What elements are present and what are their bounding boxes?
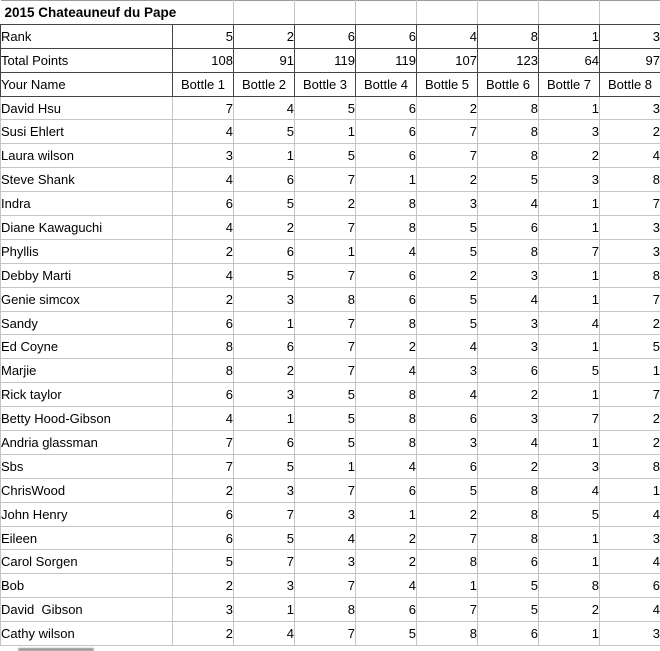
table-row [1,359,660,383]
score-cell[interactable]: 1 [417,574,478,598]
score-cell[interactable]: 8 [478,239,539,263]
score-cell[interactable]: 5 [417,239,478,263]
score-cell[interactable]: 7 [600,192,660,216]
score-cell[interactable]: 6 [417,407,478,431]
score-cell[interactable]: 5 [417,216,478,240]
score-cell[interactable]: 3 [417,192,478,216]
score-cell[interactable]: 4 [539,311,600,335]
total-points-label-cell[interactable]: Total Points [1,48,173,72]
score-cell[interactable]: 5 [356,622,417,646]
score-cell[interactable]: 3 [478,311,539,335]
score-cell[interactable]: 2 [173,574,234,598]
table-row [1,407,660,431]
score-cell[interactable]: 1 [539,216,600,240]
score-cell[interactable]: 6 [417,454,478,478]
participant-name-cell[interactable]: Laura wilson [1,144,173,168]
rank-value-cell[interactable]: 6 [356,24,417,48]
score-cell[interactable]: 8 [478,144,539,168]
score-cell[interactable]: 3 [417,359,478,383]
total-points-cell[interactable]: 97 [600,48,660,72]
participant-name-cell[interactable]: Andria glassman [1,431,173,455]
score-cell[interactable]: 6 [356,287,417,311]
bottle-header-cell[interactable]: Bottle 6 [478,72,539,96]
score-cell[interactable]: 1 [539,622,600,646]
score-cell[interactable]: 1 [356,168,417,192]
title-row [1,1,660,25]
total-points-cell[interactable]: 119 [295,48,356,72]
total-points-cell[interactable]: 119 [356,48,417,72]
score-cell[interactable]: 7 [173,431,234,455]
participant-name-cell[interactable]: Diane Kawaguchi [1,216,173,240]
participant-name-cell[interactable]: Steve Shank [1,168,173,192]
rank-value-cell[interactable]: 4 [417,24,478,48]
score-cell[interactable]: 7 [173,96,234,120]
empty-cell[interactable] [600,1,660,25]
score-cell[interactable]: 6 [478,359,539,383]
score-cell[interactable]: 2 [295,192,356,216]
score-cell[interactable]: 1 [234,407,295,431]
score-cell[interactable]: 5 [417,287,478,311]
participant-name-cell[interactable]: John Henry [1,502,173,526]
score-cell[interactable]: 8 [600,168,660,192]
score-cell[interactable]: 7 [234,550,295,574]
score-cell[interactable]: 1 [539,431,600,455]
score-cell[interactable]: 6 [478,216,539,240]
score-cell[interactable]: 2 [600,431,660,455]
score-cell[interactable]: 8 [173,335,234,359]
score-cell[interactable]: 3 [478,407,539,431]
score-cell[interactable]: 2 [478,383,539,407]
score-cell[interactable]: 2 [417,168,478,192]
score-cell[interactable]: 6 [173,192,234,216]
score-cell[interactable]: 8 [417,622,478,646]
score-cell[interactable]: 5 [600,335,660,359]
score-cell[interactable]: 7 [417,144,478,168]
score-cell[interactable]: 1 [539,526,600,550]
score-cell[interactable]: 6 [356,120,417,144]
score-rows [1,96,660,645]
score-cell[interactable]: 3 [295,502,356,526]
score-cell[interactable]: 6 [234,431,295,455]
rank-value-cell[interactable]: 5 [173,24,234,48]
score-cell[interactable]: 5 [234,454,295,478]
score-cell[interactable]: 1 [356,502,417,526]
score-cell[interactable]: 2 [173,287,234,311]
total-points-cell[interactable]: 64 [539,48,600,72]
score-cell[interactable]: 1 [234,144,295,168]
score-cell[interactable]: 2 [478,454,539,478]
total-points-row [1,48,660,72]
score-cell[interactable]: 7 [295,311,356,335]
table-row [1,263,660,287]
score-cell[interactable]: 1 [295,454,356,478]
score-cell[interactable]: 6 [173,311,234,335]
score-cell[interactable]: 7 [295,216,356,240]
score-cell[interactable]: 6 [234,168,295,192]
score-cell[interactable]: 6 [173,383,234,407]
score-cell[interactable]: 8 [600,454,660,478]
score-cell[interactable]: 2 [600,311,660,335]
sheet-title-cell[interactable]: 2015 Chateauneuf du Pape [1,1,234,25]
score-cell[interactable]: 4 [356,574,417,598]
column-header-row [1,72,660,96]
score-cell[interactable]: 3 [417,431,478,455]
participant-name-cell[interactable]: Indra [1,192,173,216]
score-cell[interactable]: 4 [600,598,660,622]
score-cell[interactable]: 6 [478,622,539,646]
score-cell[interactable]: 3 [173,598,234,622]
score-cell[interactable]: 8 [478,478,539,502]
score-cell[interactable]: 5 [295,407,356,431]
score-cell[interactable]: 2 [234,216,295,240]
score-cell[interactable]: 7 [417,598,478,622]
score-cell[interactable]: 3 [173,144,234,168]
score-cell[interactable]: 3 [234,287,295,311]
score-cell[interactable]: 1 [539,192,600,216]
score-cell[interactable]: 2 [356,526,417,550]
score-cell[interactable]: 4 [234,622,295,646]
bottle-header-cell[interactable]: Bottle 2 [234,72,295,96]
rank-label-cell[interactable]: Rank [1,24,173,48]
score-cell[interactable]: 8 [478,502,539,526]
score-cell[interactable]: 8 [295,598,356,622]
score-cell[interactable]: 6 [356,144,417,168]
participant-name-cell[interactable]: Betty Hood-Gibson [1,407,173,431]
score-cell[interactable]: 1 [539,383,600,407]
rank-row [1,24,660,48]
empty-cell[interactable] [539,1,600,25]
empty-cell[interactable] [295,1,356,25]
score-cell[interactable]: 3 [295,550,356,574]
rank-value-cell[interactable]: 6 [295,24,356,48]
score-cell[interactable]: 8 [417,550,478,574]
score-cell[interactable]: 1 [295,120,356,144]
score-cell[interactable]: 2 [600,120,660,144]
score-cell[interactable]: 4 [478,431,539,455]
score-cell[interactable]: 7 [295,335,356,359]
score-cell[interactable]: 1 [539,287,600,311]
score-cell[interactable]: 7 [295,359,356,383]
score-cell[interactable]: 3 [600,216,660,240]
participant-name-cell[interactable]: Sbs [1,454,173,478]
score-cell[interactable]: 5 [417,311,478,335]
score-cell[interactable]: 1 [539,96,600,120]
participant-name-cell[interactable]: David Gibson [1,598,173,622]
score-cell[interactable]: 4 [539,478,600,502]
total-points-cell[interactable]: 91 [234,48,295,72]
score-cell[interactable]: 8 [356,216,417,240]
participant-name-cell[interactable]: Sandy [1,311,173,335]
score-cell[interactable]: 5 [478,598,539,622]
score-cell[interactable]: 4 [478,192,539,216]
score-cell[interactable]: 2 [600,407,660,431]
score-cell[interactable]: 8 [600,263,660,287]
score-cell[interactable]: 4 [356,239,417,263]
table-row [1,598,660,622]
score-cell[interactable]: 3 [478,335,539,359]
score-cell[interactable]: 2 [417,502,478,526]
score-cell[interactable]: 2 [417,263,478,287]
score-cell[interactable]: 3 [539,454,600,478]
table-row [1,550,660,574]
empty-cell[interactable] [417,1,478,25]
score-cell[interactable]: 6 [356,478,417,502]
score-cell[interactable]: 3 [234,574,295,598]
score-cell[interactable]: 2 [234,359,295,383]
score-cell[interactable]: 2 [173,622,234,646]
table-row [1,311,660,335]
score-cell[interactable]: 4 [600,550,660,574]
score-cell[interactable]: 7 [295,263,356,287]
score-cell[interactable]: 5 [295,383,356,407]
score-cell[interactable]: 4 [173,168,234,192]
score-cell[interactable]: 7 [295,168,356,192]
participant-name-cell[interactable]: Carol Sorgen [1,550,173,574]
score-cell[interactable]: 1 [539,263,600,287]
score-cell[interactable]: 4 [173,407,234,431]
table-row [1,502,660,526]
score-cell[interactable]: 6 [234,335,295,359]
score-cell[interactable]: 8 [356,192,417,216]
score-cell[interactable]: 8 [478,120,539,144]
score-cell[interactable]: 3 [600,96,660,120]
score-cell[interactable]: 8 [478,526,539,550]
score-cell[interactable]: 3 [234,478,295,502]
participant-name-cell[interactable]: David Hsu [1,96,173,120]
score-cell[interactable]: 4 [234,96,295,120]
score-cell[interactable]: 4 [600,144,660,168]
score-cell[interactable]: 4 [417,383,478,407]
score-cell[interactable]: 5 [234,263,295,287]
score-cell[interactable]: 6 [356,598,417,622]
score-cell[interactable]: 7 [539,239,600,263]
total-points-cell[interactable]: 123 [478,48,539,72]
rank-value-cell[interactable]: 1 [539,24,600,48]
score-cell[interactable]: 6 [173,502,234,526]
score-cell[interactable]: 7 [234,502,295,526]
score-cell[interactable]: 3 [539,168,600,192]
score-cell[interactable]: 8 [539,574,600,598]
your-name-header-cell[interactable]: Your Name [1,72,173,96]
score-cell[interactable]: 2 [539,598,600,622]
participant-name-cell[interactable]: Marjie [1,359,173,383]
score-cell[interactable]: 7 [295,574,356,598]
score-cell[interactable]: 5 [234,526,295,550]
score-cell[interactable]: 3 [600,239,660,263]
table-row [1,454,660,478]
empty-cell[interactable] [478,1,539,25]
score-cell[interactable]: 2 [173,239,234,263]
score-cell[interactable]: 2 [539,144,600,168]
score-cell[interactable]: 8 [356,407,417,431]
table-row [1,239,660,263]
participant-name-cell[interactable]: Phyllis [1,239,173,263]
score-cell[interactable]: 7 [417,526,478,550]
score-cell[interactable]: 5 [295,431,356,455]
score-cell[interactable]: 4 [356,359,417,383]
score-cell[interactable]: 8 [478,96,539,120]
score-cell[interactable]: 3 [234,383,295,407]
score-cell[interactable]: 7 [295,622,356,646]
score-cell[interactable]: 7 [539,407,600,431]
rank-value-cell[interactable]: 2 [234,24,295,48]
score-cell[interactable]: 6 [478,550,539,574]
score-cell[interactable]: 3 [539,120,600,144]
participant-name-cell[interactable]: ChrisWood [1,478,173,502]
score-cell[interactable]: 1 [600,359,660,383]
score-cell[interactable]: 4 [356,454,417,478]
table-row [1,431,660,455]
score-cell[interactable]: 8 [173,359,234,383]
empty-cell[interactable] [234,1,295,25]
score-cell[interactable]: 2 [417,96,478,120]
score-cell[interactable]: 5 [478,168,539,192]
score-cell[interactable]: 6 [356,96,417,120]
participant-name-cell[interactable]: Genie simcox [1,287,173,311]
score-cell[interactable]: 7 [417,120,478,144]
score-cell[interactable]: 6 [173,526,234,550]
empty-cell[interactable] [356,1,417,25]
table-row [1,120,660,144]
participant-name-cell[interactable]: Debby Marti [1,263,173,287]
participant-name-cell[interactable]: Rick taylor [1,383,173,407]
table-row [1,144,660,168]
table-row [1,478,660,502]
score-cell[interactable]: 2 [356,335,417,359]
table-row [1,287,660,311]
score-cell[interactable]: 7 [600,287,660,311]
table-row [1,622,660,646]
bottle-header-cell[interactable]: Bottle 5 [417,72,478,96]
table-row [1,168,660,192]
score-cell[interactable]: 1 [600,478,660,502]
score-cell[interactable]: 7 [173,454,234,478]
score-cell[interactable]: 5 [417,478,478,502]
score-cell[interactable]: 1 [539,550,600,574]
score-cell[interactable]: 8 [356,431,417,455]
score-cell[interactable]: 1 [295,239,356,263]
score-cell[interactable]: 3 [600,622,660,646]
rank-value-cell[interactable]: 3 [600,24,660,48]
score-cell[interactable]: 5 [234,120,295,144]
score-cell[interactable]: 5 [295,144,356,168]
score-cell[interactable]: 7 [600,383,660,407]
participant-name-cell[interactable]: Eileen [1,526,173,550]
bottle-header-cell[interactable]: Bottle 1 [173,72,234,96]
score-cell[interactable]: 8 [295,287,356,311]
score-cell[interactable]: 4 [478,287,539,311]
score-cell[interactable]: 1 [539,335,600,359]
score-cell[interactable]: 6 [356,263,417,287]
score-cell[interactable]: 4 [173,120,234,144]
participant-name-cell[interactable]: Bob [1,574,173,598]
total-points-cell[interactable]: 107 [417,48,478,72]
table-row [1,335,660,359]
score-cell[interactable]: 4 [417,335,478,359]
score-cell[interactable]: 4 [173,216,234,240]
table-row [1,96,660,120]
score-cell[interactable]: 5 [173,550,234,574]
participant-name-cell[interactable]: Ed Coyne [1,335,173,359]
table-row [1,383,660,407]
bottle-header-cell[interactable]: Bottle 3 [295,72,356,96]
score-cell[interactable]: 6 [234,239,295,263]
score-cell[interactable]: 1 [234,311,295,335]
rank-value-cell[interactable]: 8 [478,24,539,48]
total-points-cell[interactable]: 108 [173,48,234,72]
score-cell[interactable]: 4 [600,502,660,526]
score-cell[interactable]: 5 [234,192,295,216]
score-cell[interactable]: 8 [356,311,417,335]
bottle-header-cell[interactable]: Bottle 7 [539,72,600,96]
score-cell[interactable]: 5 [539,502,600,526]
bottle-header-cell[interactable]: Bottle 4 [356,72,417,96]
score-cell[interactable]: 7 [295,478,356,502]
score-cell[interactable]: 4 [295,526,356,550]
score-cell[interactable]: 4 [173,263,234,287]
table-row [1,216,660,240]
score-cell[interactable]: 5 [539,359,600,383]
table-row [1,192,660,216]
score-cell[interactable]: 2 [173,478,234,502]
table-row [1,574,660,598]
bottle-header-cell[interactable]: Bottle 8 [600,72,660,96]
score-cell[interactable]: 5 [295,96,356,120]
score-cell[interactable]: 5 [478,574,539,598]
participant-name-cell[interactable]: Cathy wilson [1,622,173,646]
score-cell[interactable]: 3 [478,263,539,287]
score-cell[interactable]: 8 [356,383,417,407]
score-cell[interactable]: 3 [600,526,660,550]
score-cell[interactable]: 1 [234,598,295,622]
table-row [1,526,660,550]
score-cell[interactable]: 6 [600,574,660,598]
score-cell[interactable]: 2 [356,550,417,574]
participant-name-cell[interactable]: Susi Ehlert [1,120,173,144]
